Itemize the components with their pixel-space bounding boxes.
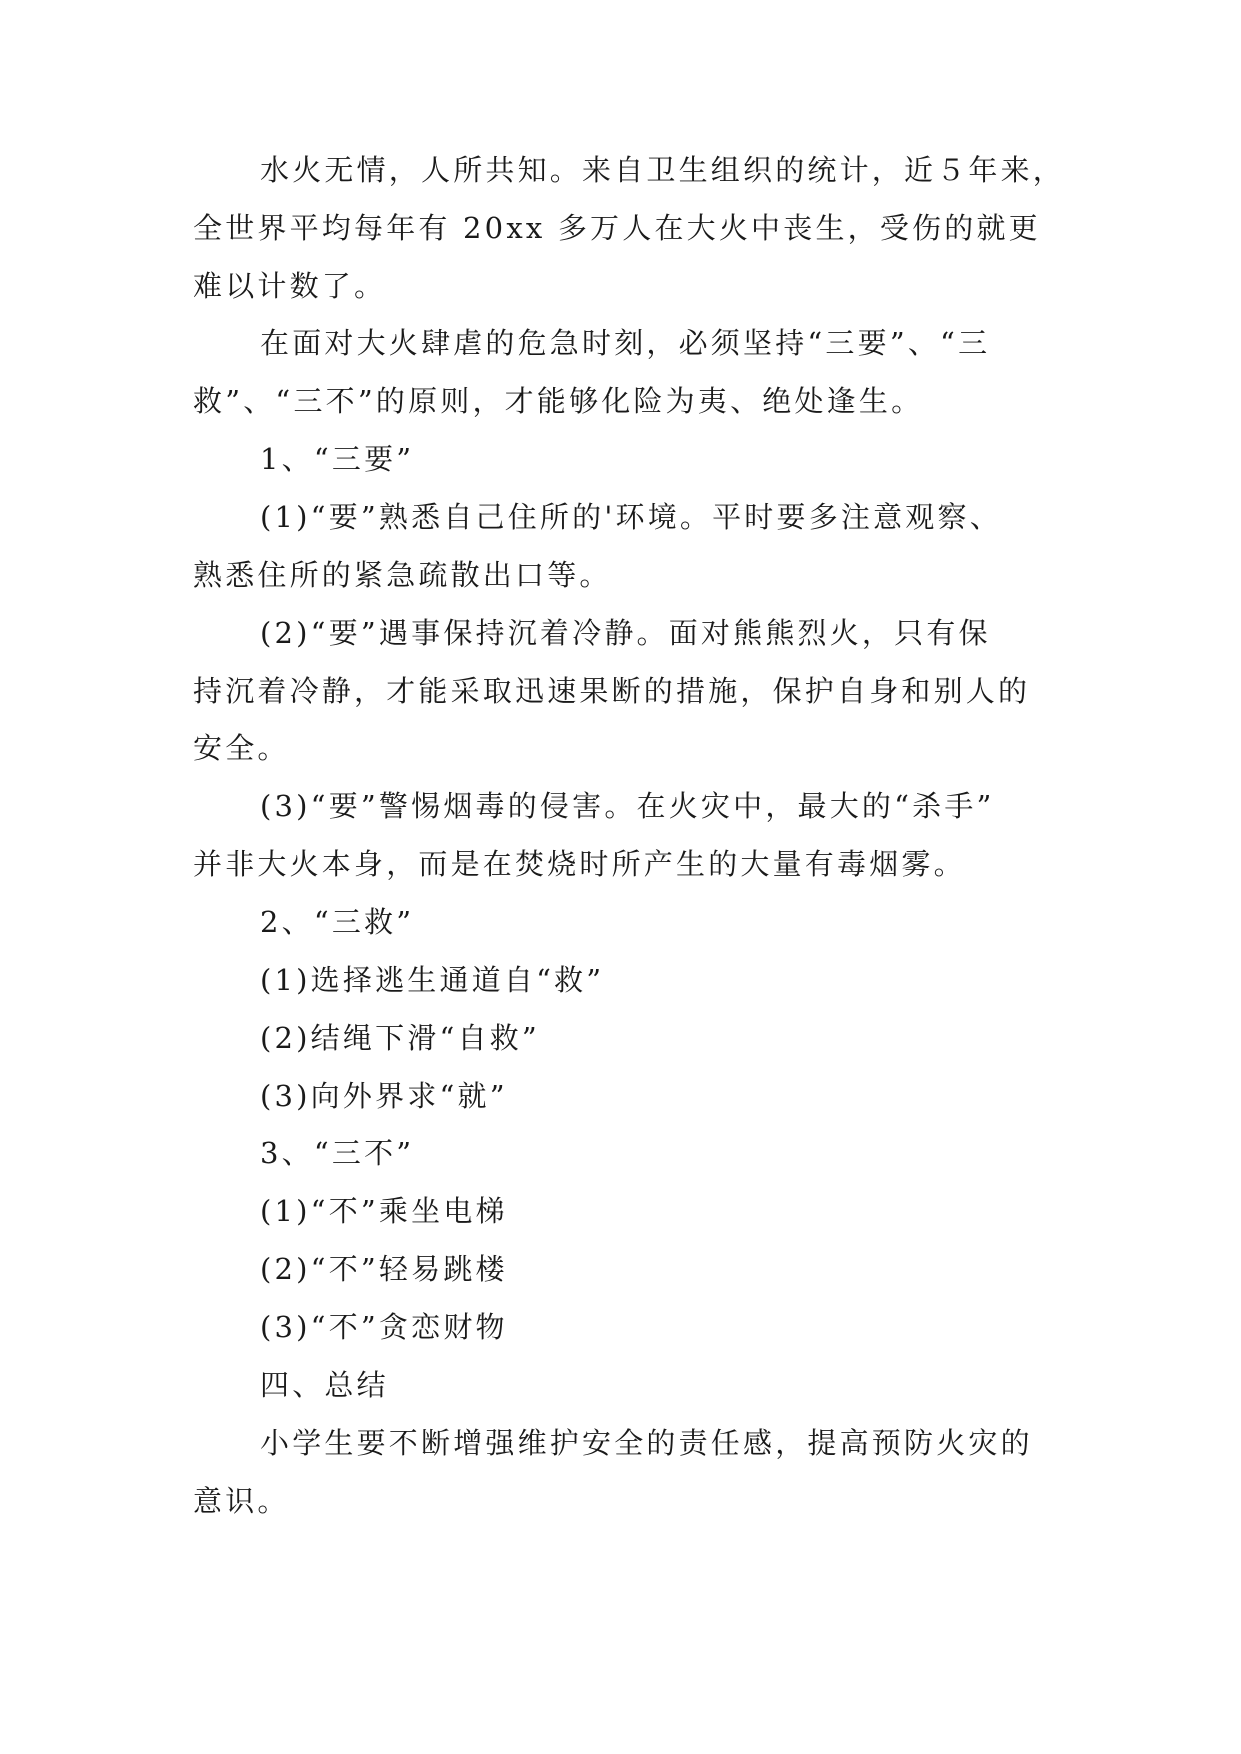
must-item-1-line-2: 熟悉住所的紧急疏散出口等。 [193,558,612,592]
must-item-2-line-1: (2)“要”遇事保持沉着冷静。面对熊熊烈火，只有保 [260,616,991,650]
paragraph-principle-line-1: 在面对大火肆虐的危急时刻，必须坚持“三要”、“三 [260,326,991,360]
must-item-2-line-3: 安全。 [193,731,290,765]
summary-line-2: 意识。 [193,1484,290,1518]
must-item-2-line-2: 持沉着冷静，才能采取迅速果断的措施，保护自身和别人的 [193,674,1031,708]
heading-three-donts: 3、“三不” [260,1136,415,1170]
must-item-1-line-1: (1)“要”熟悉自己住所的'环境。平时要多注意观察、 [260,500,1002,534]
heading-three-musts: 1、“三要” [260,442,415,476]
must-item-3-line-2: 并非大火本身，而是在焚烧时所产生的大量有毒烟雾。 [193,847,966,881]
paragraph-intro-line-3: 难以计数了。 [193,269,387,303]
paragraph-intro-line-1: 水火无情，人所共知。来自卫生组织的统计，近５年来， [260,153,1066,187]
rescue-item-1: (1)选择逃生通道自“救” [260,963,605,997]
paragraph-intro-line-2: 全世界平均每年有 20xx 多万人在大火中丧生，受伤的就更 [193,211,1041,245]
summary-line-1: 小学生要不断增强维护安全的责任感，提高预防火灾的 [260,1426,1033,1460]
rescue-item-2: (2)结绳下滑“自救” [260,1021,540,1055]
paragraph-principle-line-2: 救”、“三不”的原则，才能够化险为夷、绝处逢生。 [193,384,924,418]
dont-item-2: (2)“不”轻易跳楼 [260,1252,508,1286]
dont-item-3: (3)“不”贪恋财物 [260,1310,508,1344]
dont-item-1: (1)“不”乘坐电梯 [260,1194,508,1228]
heading-summary: 四、总结 [260,1368,389,1402]
must-item-3-line-1: (3)“要”警惕烟毒的侵害。在火灾中，最大的“杀手” [260,789,995,823]
heading-three-rescues: 2、“三救” [260,905,415,939]
rescue-item-3: (3)向外界求“就” [260,1079,508,1113]
